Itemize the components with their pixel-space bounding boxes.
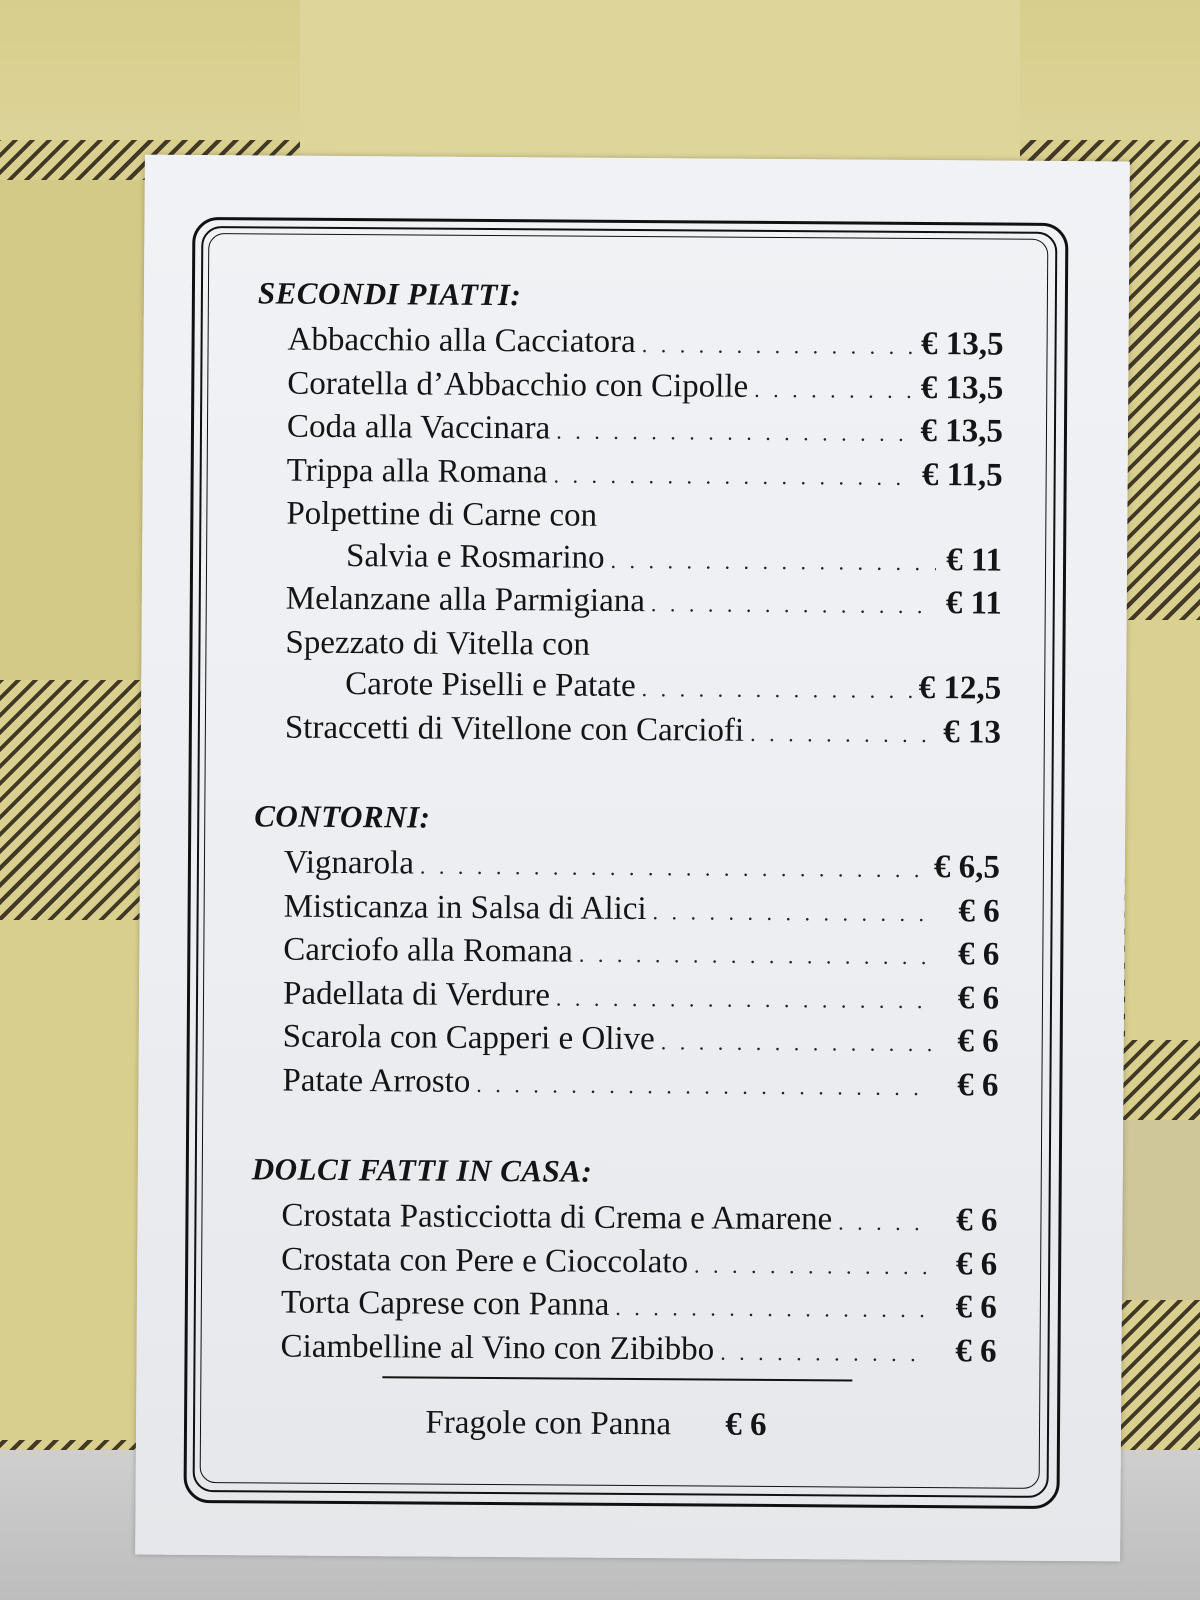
- item-name-line1: Polpettine di Carne con: [286, 495, 598, 534]
- section-title: SECONDI PIATTI:: [257, 275, 522, 313]
- item-name: Ciambelline al Vino con Zibibbo: [280, 1328, 715, 1368]
- section-contorni: [238, 796, 1000, 1108]
- menu-content: [236, 273, 1004, 1445]
- dot-leader: [610, 539, 936, 583]
- dot-leader: [694, 1244, 931, 1287]
- item-price: € 6: [956, 1202, 998, 1239]
- item-price: € 12,5: [918, 669, 1002, 707]
- dot-leader: [579, 934, 934, 978]
- menu-item: [243, 319, 1003, 368]
- tablecloth-left-lower-band: [0, 920, 150, 1440]
- dot-leader: [652, 891, 933, 934]
- item-name: Melanzane alla Parmigiana: [285, 580, 646, 620]
- dot-leader: [556, 410, 915, 454]
- item-price: € 11: [945, 585, 1002, 622]
- item-name: Vignarola: [283, 844, 415, 882]
- menu-sheet: [135, 155, 1130, 1562]
- dot-leader: [642, 668, 913, 711]
- footer-menu-item: [236, 1403, 996, 1445]
- item-name: Padellata di Verdure: [282, 975, 551, 1013]
- item-name: Coda alla Vaccinara: [286, 408, 551, 447]
- menu-item: [237, 1239, 997, 1288]
- item-price: € 13,5: [920, 326, 1004, 363]
- dot-leader: [661, 1021, 933, 1064]
- item-name: Coratella d’Abbacchio con Cipolle: [287, 365, 749, 405]
- menu-item: [240, 842, 1000, 891]
- menu-item: [242, 535, 1002, 584]
- dot-leader: [750, 712, 935, 755]
- item-price: € 13,5: [920, 413, 1004, 450]
- item-price: € 13,5: [920, 369, 1004, 407]
- dot-leader: [838, 1201, 932, 1243]
- item-price: € 6: [725, 1406, 767, 1443]
- menu-item: [242, 578, 1002, 627]
- dot-leader: [615, 1287, 931, 1331]
- item-name: Crostata con Pere e Cioccolato: [281, 1241, 689, 1280]
- dot-leader: [651, 583, 936, 626]
- menu-item: [239, 1016, 999, 1065]
- item-name: Fragole con Panna: [425, 1404, 672, 1443]
- menu-item: [239, 973, 999, 1022]
- item-name: Misticanza in Salsa di Alici: [283, 888, 647, 927]
- item-price: € 11: [946, 541, 1003, 579]
- dot-leader: [642, 324, 916, 367]
- menu-item: [236, 1326, 996, 1375]
- menu-item: [243, 363, 1003, 412]
- menu-item: [243, 406, 1003, 455]
- section-secondi-piatti: [241, 273, 1004, 755]
- tablecloth-left-band: [0, 180, 150, 680]
- item-price: € 6: [955, 1332, 997, 1370]
- item-price: € 6: [957, 936, 1000, 973]
- section-dolci: [236, 1149, 998, 1374]
- item-name: Straccetti di Vitellone con Carciofi: [284, 709, 745, 749]
- menu-item: [239, 886, 999, 935]
- menu-item: [241, 663, 1001, 712]
- item-price: € 11,5: [921, 456, 1003, 494]
- item-name: Carciofo alla Romana: [283, 931, 574, 970]
- menu-item: [239, 929, 999, 978]
- item-price: € 6: [957, 1023, 999, 1060]
- dot-leader: [476, 1063, 932, 1108]
- item-name: Trippa alla Romana: [286, 452, 548, 490]
- section-title: CONTORNI:: [254, 798, 431, 835]
- item-name: Carote Piselli e Patate: [345, 665, 636, 705]
- item-name: Salvia e Rosmarino: [345, 537, 605, 576]
- item-price: € 6: [958, 892, 1000, 930]
- item-name: Scarola con Capperi e Olive: [282, 1018, 655, 1058]
- item-price: € 13: [943, 713, 1002, 751]
- dot-leader: [420, 846, 928, 891]
- menu-item: [237, 1195, 997, 1244]
- item-name: Torta Caprese con Panna: [280, 1284, 610, 1323]
- dot-leader: [720, 1331, 931, 1374]
- dot-leader: [754, 368, 915, 411]
- menu-item: [238, 1060, 998, 1109]
- item-price: € 6: [957, 1066, 999, 1104]
- footer-divider: [382, 1376, 852, 1381]
- tablecloth-right-lower-band: [1110, 1120, 1200, 1300]
- item-price: € 6: [957, 979, 1000, 1017]
- tablecloth-top-band: [300, 0, 1020, 165]
- dot-leader: [553, 454, 916, 498]
- item-price: € 6,5: [933, 849, 1001, 886]
- item-price: € 6: [955, 1289, 997, 1326]
- menu-item: [241, 707, 1001, 756]
- item-name-line1: Spezzato di Vitella con: [285, 624, 591, 663]
- menu-item: [243, 450, 1003, 499]
- dot-leader: [556, 977, 933, 1021]
- item-name: Abbacchio alla Cacciatora: [287, 321, 636, 361]
- tablecloth-right-band: [1125, 620, 1200, 1040]
- item-name: Patate Arrosto: [282, 1062, 471, 1100]
- item-name: Crostata Pasticciotta di Crema e Amarene: [281, 1197, 833, 1238]
- section-title: DOLCI FATTI IN CASA:: [251, 1151, 593, 1189]
- item-price: € 6: [955, 1245, 998, 1283]
- menu-item: [237, 1282, 997, 1331]
